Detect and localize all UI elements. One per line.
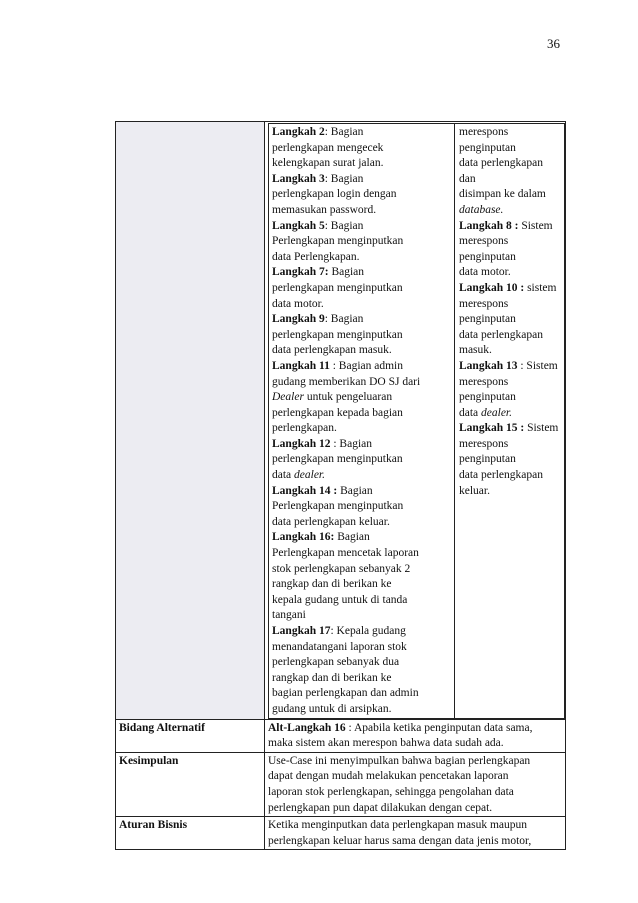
actor-step-line: Langkah 17: Kepala gudang	[272, 625, 406, 637]
actor-step-line: gudang untuk di arsipkan.	[272, 702, 392, 715]
system-step-line: merespons penginputan	[459, 235, 516, 263]
conclusion-text-line: perlengkapan pun dapat dilakukan dengan cepat.	[268, 801, 493, 814]
system-step-line: keluar.	[459, 484, 490, 497]
actor-step-line: perlengkapan menginputkan	[272, 281, 403, 294]
actor-step-line: perlengkapan mengecek	[272, 141, 384, 154]
conclusion-text-line: Use-Case ini menyimpulkan bahwa bagian perlengkapan	[268, 754, 531, 767]
actor-step-line: rangkap dan di berikan ke	[272, 671, 392, 684]
alternative-flow-text-line: maka sistem akan merespon bahwa data sudah ada.	[268, 737, 504, 750]
system-step-line: data motor.	[459, 266, 511, 279]
system-step-line: data dealer.	[459, 406, 513, 419]
actor-step-line: data perlengkapan masuk.	[272, 344, 392, 357]
system-step-line: Langkah 8 : Sistem	[459, 219, 553, 232]
main-flow-row	[116, 122, 566, 720]
actor-step-line: Langkah 5: Bagian	[272, 219, 364, 232]
actor-step-line: Langkah 14 : Bagian	[272, 484, 373, 497]
actor-step-line: memasukan password.	[272, 203, 377, 216]
alternative-flow-text	[265, 719, 566, 752]
system-step-line: merespons penginputan	[459, 126, 516, 154]
system-step-line: data perlengkapan dan	[459, 157, 543, 185]
actor-step-line: Langkah 16: Bagian	[272, 531, 370, 544]
actor-step-line: Perlengkapan mencetak laporan	[272, 547, 419, 560]
actor-step-line: perlengkapan menginputkan	[272, 453, 403, 466]
actor-step-line: Langkah 3: Bagian	[272, 172, 364, 185]
actor-step-line: data motor.	[272, 297, 324, 310]
conclusion-label: Kesimpulan	[116, 752, 265, 816]
main-flow-steps-table	[268, 123, 565, 719]
actor-step-line: Langkah 2: Bagian	[272, 126, 364, 138]
main-flow-label-cell	[116, 122, 265, 720]
actor-step-line: Langkah 9: Bagian	[272, 313, 364, 326]
actor-step-line: perlengkapan.	[272, 422, 337, 435]
business-rules-text-line: Ketika menginputkan data perlengkapan masuk maupun	[268, 819, 527, 832]
system-steps-column	[455, 124, 565, 719]
system-step-line: merespons penginputan	[459, 437, 516, 466]
use-case-table	[115, 121, 566, 850]
alternative-flow-text-line: Alt-Langkah 16 : Apabila ketika penginputan data sama,	[268, 721, 533, 734]
actor-step-line: Perlengkapan menginputkan	[272, 500, 404, 513]
actor-step-line: Dealer untuk pengeluaran	[272, 391, 393, 404]
business-rules-text	[265, 817, 566, 850]
system-step-line: disimpan ke dalam	[459, 188, 546, 201]
system-step-line: Langkah 13 : Sistem	[459, 359, 558, 372]
business-rules-label: Aturan Bisnis	[116, 817, 265, 850]
system-step-line: Langkah 10 : sistem	[459, 281, 557, 294]
actor-steps-column	[269, 124, 455, 719]
actor-step-line: perlengkapan menginputkan	[272, 328, 403, 341]
business-rules-text-line: perlengkapan keluar harus sama dengan data jenis motor,	[268, 834, 532, 847]
actor-step-line: Langkah 11 : Bagian admin	[272, 359, 403, 372]
actor-step-line: tangani	[272, 609, 306, 622]
system-step-line: merespons penginputan	[459, 375, 516, 404]
actor-step-line: bagian perlengkapan dan admin	[272, 687, 419, 700]
actor-step-line: perlengkapan sebanyak dua	[272, 656, 400, 669]
page-number: 36	[547, 36, 560, 51]
actor-step-line: data dealer.	[272, 469, 326, 482]
actor-step-line: kelengkapan surat jalan.	[272, 157, 384, 170]
actor-step-line: Langkah 7: Bagian	[272, 266, 365, 279]
system-step-line: data perlengkapan	[459, 469, 543, 482]
actor-step-line: data Perlengkapan.	[272, 250, 360, 263]
conclusion-text-line: laporan stok perlengkapan, sehingga pengolahan data	[268, 785, 514, 798]
actor-step-line: perlengkapan login dengan	[272, 188, 397, 201]
alternative-flow-label: Bidang Alternatif	[116, 719, 265, 752]
business-rules-row	[116, 817, 566, 850]
actor-step-line: Langkah 12 : Bagian	[272, 437, 373, 450]
actor-step-line: data perlengkapan keluar.	[272, 515, 390, 528]
conclusion-row	[116, 752, 566, 816]
main-flow-content-cell	[265, 122, 566, 720]
system-step-line: Langkah 15 : Sistem	[459, 422, 559, 435]
actor-step-line: kepala gudang untuk di tanda	[272, 593, 408, 606]
system-step-line: merespons penginputan	[459, 297, 516, 326]
actor-step-line: rangkap dan di berikan ke	[272, 578, 392, 591]
system-step-line: database.	[459, 203, 504, 216]
system-step-line: masuk.	[459, 344, 492, 357]
system-step-line: data perlengkapan	[459, 328, 543, 341]
conclusion-text-line: dapat dengan mudah melakukan pencetakan laporan	[268, 770, 509, 783]
actor-step-line: perlengkapan kepada bagian	[272, 406, 403, 419]
alternative-flow-row	[116, 719, 566, 752]
actor-step-line: menandatangani laporan stok	[272, 640, 407, 653]
conclusion-text	[265, 752, 566, 816]
actor-step-line: stok perlengkapan sebanyak 2	[272, 562, 411, 575]
actor-step-line: gudang memberikan DO SJ dari	[272, 375, 421, 388]
actor-step-line: Perlengkapan menginputkan	[272, 235, 404, 248]
